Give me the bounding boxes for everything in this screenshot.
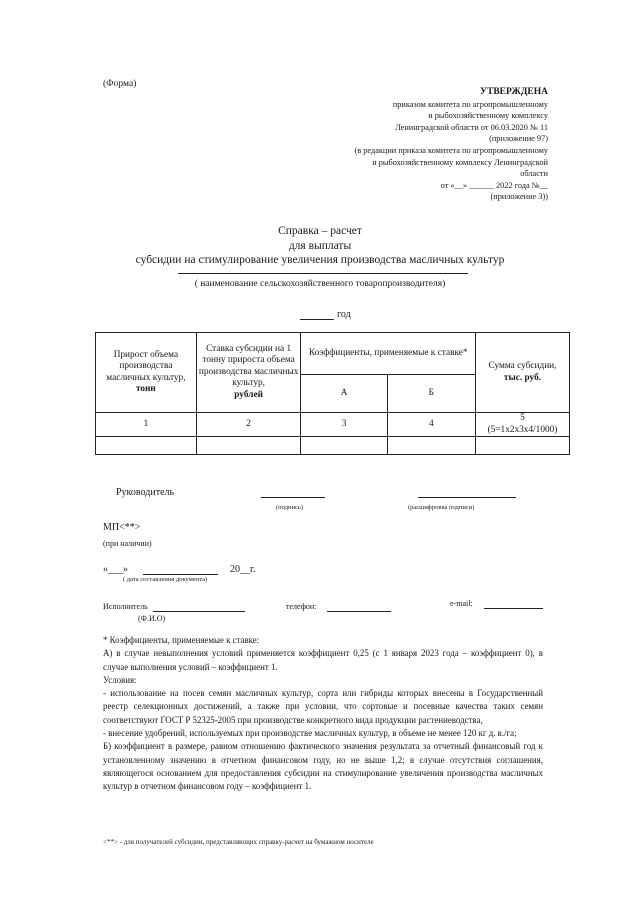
approval-line: приказом комитета по агропромышленному xyxy=(392,99,548,109)
header-rate-unit: рублей xyxy=(234,389,263,400)
header-sum-unit: тыс. руб. xyxy=(503,372,542,383)
executor-label: Исполнитель xyxy=(103,602,148,611)
approval-heading: УТВЕРЖДЕНА xyxy=(480,87,548,97)
header-coef-a: А xyxy=(301,375,387,413)
signature-decode-line[interactable] xyxy=(418,496,516,498)
org-name-caption: ( наименование сельскохозяйственного товаропроизводителя) xyxy=(194,279,446,289)
document-title xyxy=(0,224,640,268)
approval-line: Ленинградской области от 06.03.2020 № 11 xyxy=(395,122,548,132)
note-line: - внесение удобрений, используемых при производстве масличных культур, в объеме не менее 120 кг д. в./га; xyxy=(103,728,517,739)
approval-line: (приложение 97) xyxy=(489,134,548,144)
note-line: - использование на посев семян масличных культур, сорта или гибриды которых внесены в Государственный реестр селекционных достижений, а также при условии, что сортовые и посевные качества таких семян соответствуют ГОСТ Р 52325-2005 при производстве конкретного вида продукции растениеводства, xyxy=(103,688,543,725)
approval-line: и рыбохозяйственному комплексу xyxy=(428,111,548,121)
note-line: А) в случае невыполнения условий применяется коэффициент 0,25 (с 1 января 2023 года – коэффициент 0), в случае выполнения условий – коэффициент 1. xyxy=(103,648,543,672)
cell-num-3: 3 xyxy=(301,413,387,437)
cell-num-1: 1 xyxy=(96,413,197,437)
signature-caption: (подпись) xyxy=(276,504,303,511)
empty-cell[interactable] xyxy=(387,437,475,455)
cell-num-2: 2 xyxy=(196,413,301,437)
stamp-label: МП<**> xyxy=(103,522,141,533)
cell-formula: (5=1х2х3х4/1000) xyxy=(487,424,558,435)
note-line: Условия: xyxy=(103,674,137,685)
note-line: Б) коэффициент в размере, равном отношению фактического значения результата за отчетный финансовый год к установленному значению в отчетном финансовом году, но не выше 1,2; в случае отсутствия соглашения, являющегося основанием для предоставления субсидии на стимулирование увеличения производства масличных культур в отчетном финансовом году – коэффициент 1. xyxy=(103,741,543,792)
empty-cell[interactable] xyxy=(301,437,387,455)
table-row-numbers xyxy=(96,413,570,437)
date-caption: ( дата составления документа) xyxy=(123,576,208,583)
approval-line: и рыбохозяйственному комплексу Ленинградской xyxy=(372,157,548,167)
footnote: <**> - для получателей субсидии, представляющих справку-расчет на бумажном носителе xyxy=(103,838,374,846)
year-field xyxy=(300,309,351,320)
year-blank xyxy=(300,310,334,320)
signature-line[interactable] xyxy=(261,496,325,498)
phone-line[interactable] xyxy=(327,610,391,612)
title-line-1: Справка – расчет xyxy=(278,225,362,237)
cell-num-5: 5 (5=1х2х3х4/1000) xyxy=(475,413,569,437)
approval-block xyxy=(248,87,548,203)
empty-cell[interactable] xyxy=(475,437,569,455)
header-growth-unit: тонн xyxy=(135,384,156,394)
title-line-3: субсидии на стимулирование увеличения производства масличных культур xyxy=(135,254,505,266)
phone-label: телефон: xyxy=(286,602,317,611)
table-row-empty xyxy=(96,437,570,455)
email-label: e-mail: xyxy=(450,599,473,608)
email-line[interactable] xyxy=(484,607,543,609)
head-label: Руководитель xyxy=(116,487,175,498)
header-coefficients: Коэффициенты, применяемые к ставке* xyxy=(301,333,476,375)
approval-line: (приложение 3)) xyxy=(490,192,548,202)
form-label: (Форма) xyxy=(103,79,137,89)
note-line: * Коэффициенты, применяемые к ставке: xyxy=(103,635,260,645)
title-line-2: для выплаты xyxy=(288,239,352,252)
date-day: «___» xyxy=(103,564,128,575)
header-sum: Сумма субсидии, тыс. руб. xyxy=(475,333,569,413)
executor-line[interactable] xyxy=(153,610,245,612)
header-growth: Прирост объема производства масличных культур, тонн xyxy=(96,333,197,413)
header-coef-b: Б xyxy=(387,375,475,413)
year-suffix: год xyxy=(337,309,351,320)
stamp-note: (при наличии) xyxy=(103,539,152,548)
executor-caption: (Ф.И.О) xyxy=(138,614,166,623)
cell-num-4: 4 xyxy=(387,413,475,437)
signature-decode-caption: (расшифровка подписи) xyxy=(408,504,475,511)
approval-line: (в редакции приказа комитета по агропромышленному xyxy=(354,145,548,155)
calculation-table xyxy=(95,332,570,455)
date-year: 20__г. xyxy=(230,564,256,575)
empty-cell[interactable] xyxy=(96,437,197,455)
approval-line: от «__» ______ 2022 года №__ xyxy=(440,180,548,190)
header-rate: Ставка субсидии на 1 тонну прироста объема производства масличных культур, рублей xyxy=(196,333,301,413)
date-month-line[interactable] xyxy=(143,573,218,575)
empty-cell[interactable] xyxy=(196,437,301,455)
org-name-line xyxy=(178,272,468,274)
coefficient-notes xyxy=(103,634,543,794)
approval-line: области xyxy=(520,169,548,179)
